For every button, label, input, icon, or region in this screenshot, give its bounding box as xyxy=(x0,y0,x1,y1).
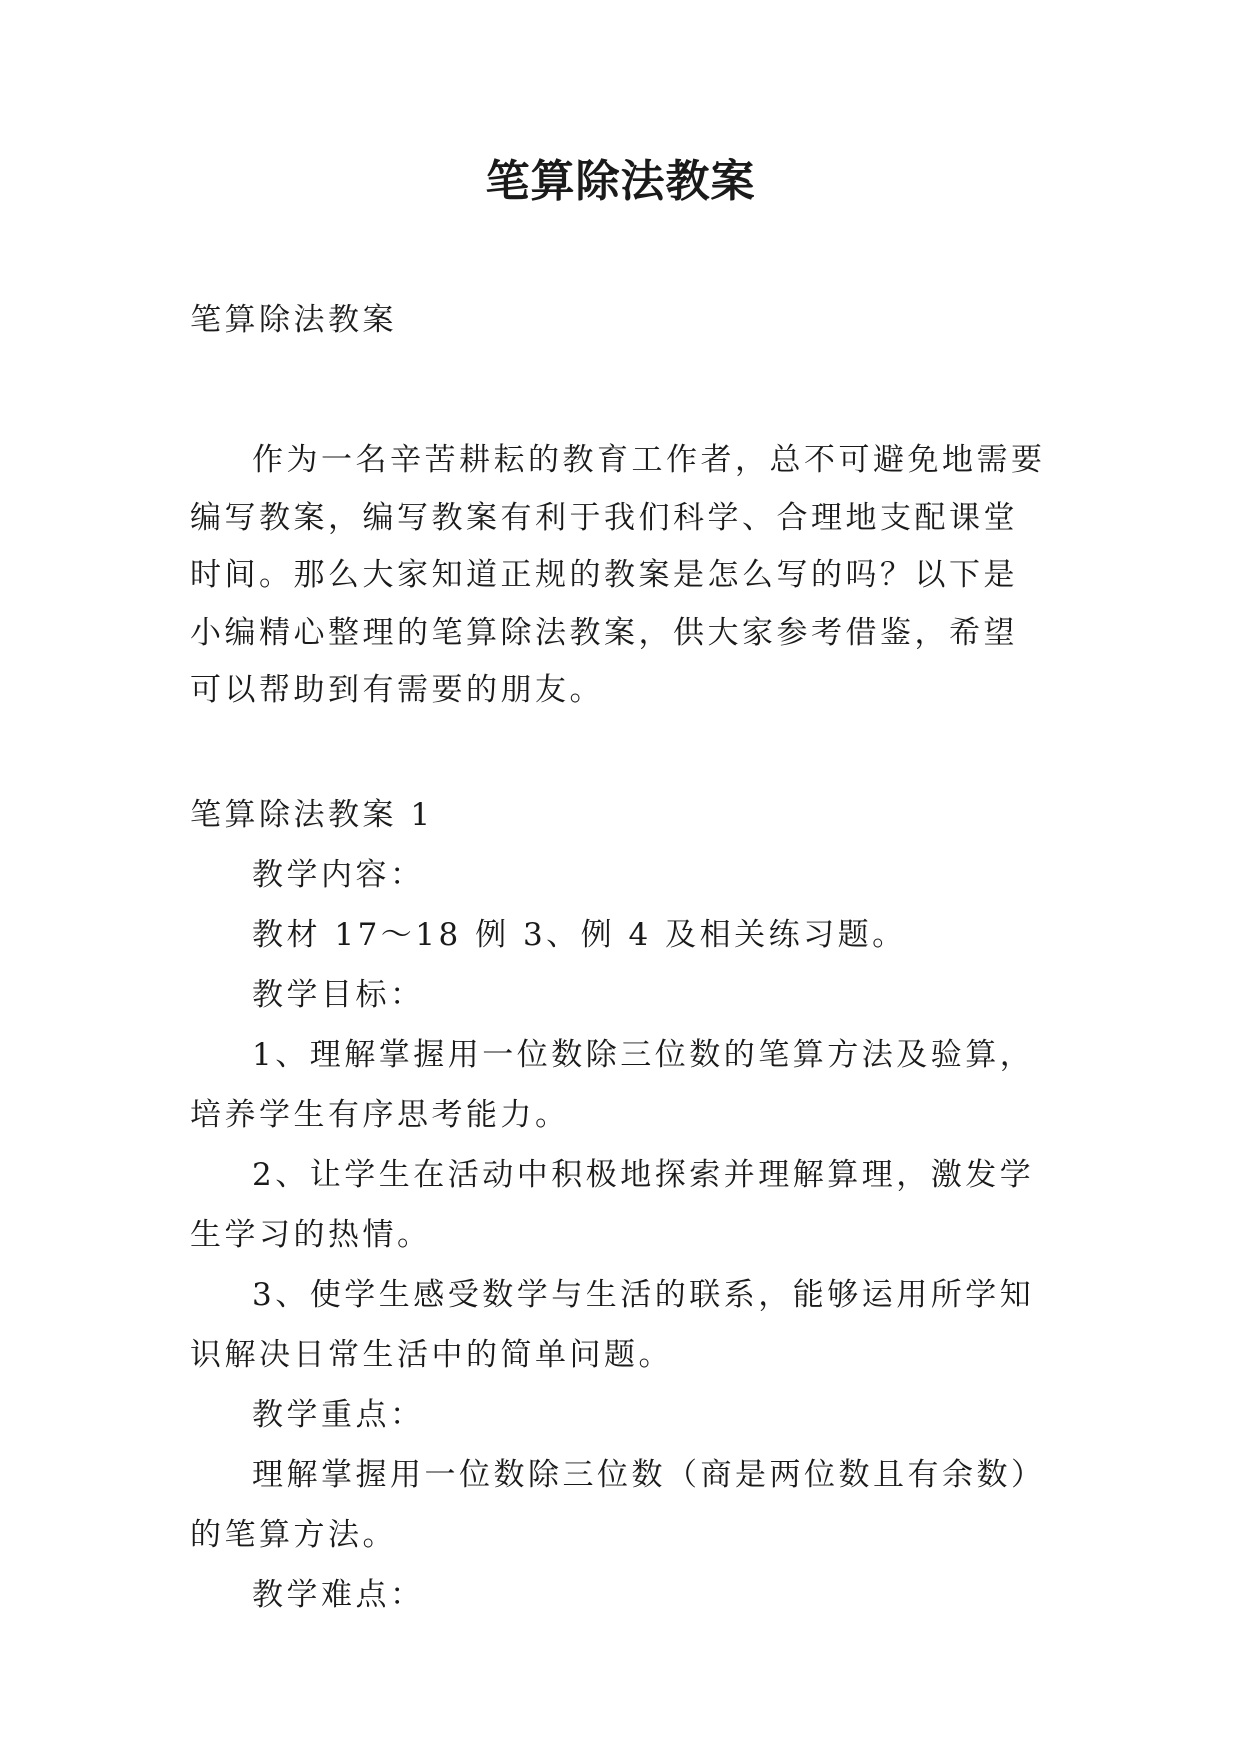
teaching-focus-text: 理解掌握用一位数除三位数（商是两位数且有余数）的笔算方法。 xyxy=(190,1456,1046,1553)
teaching-focus-heading: 教学重点： xyxy=(252,1396,425,1433)
intro-paragraph: 作为一名辛苦耕耘的教育工作者，总不可避免地需要编写教案，编写教案有利于我们科学、合理地支配课堂时间。那么大家知道正规的教案是怎么写的吗？以下是小编精心整理的笔算除法教案，供大家参考借鉴，希望可以帮助到有需要的朋友。 xyxy=(190,442,1046,708)
document-body xyxy=(190,290,1050,1625)
section-body xyxy=(190,845,1050,1625)
goal-item-1: 1、理解掌握用一位数除三位数的笔算方法及验算，培养学生有序思考能力。 xyxy=(190,1036,1035,1133)
goal-item-3: 3、使学生感受数学与生活的联系，能够运用所学知识解决日常生活中的简单问题。 xyxy=(190,1276,1035,1373)
teaching-content-text: 教材 17～18 例 3、例 4 及相关练习题。 xyxy=(252,916,907,953)
document-subheading: 笔算除法教案 xyxy=(190,302,397,338)
teaching-difficulty-heading: 教学难点： xyxy=(252,1576,425,1613)
document-title: 笔算除法教案 xyxy=(485,156,756,207)
teaching-content-heading: 教学内容： xyxy=(252,856,425,893)
goal-item-2: 2、让学生在活动中积极地探索并理解算理，激发学生学习的热情。 xyxy=(190,1156,1035,1253)
teaching-goals-heading: 教学目标： xyxy=(252,976,425,1013)
section-title: 笔算除法教案 1 xyxy=(190,796,434,833)
